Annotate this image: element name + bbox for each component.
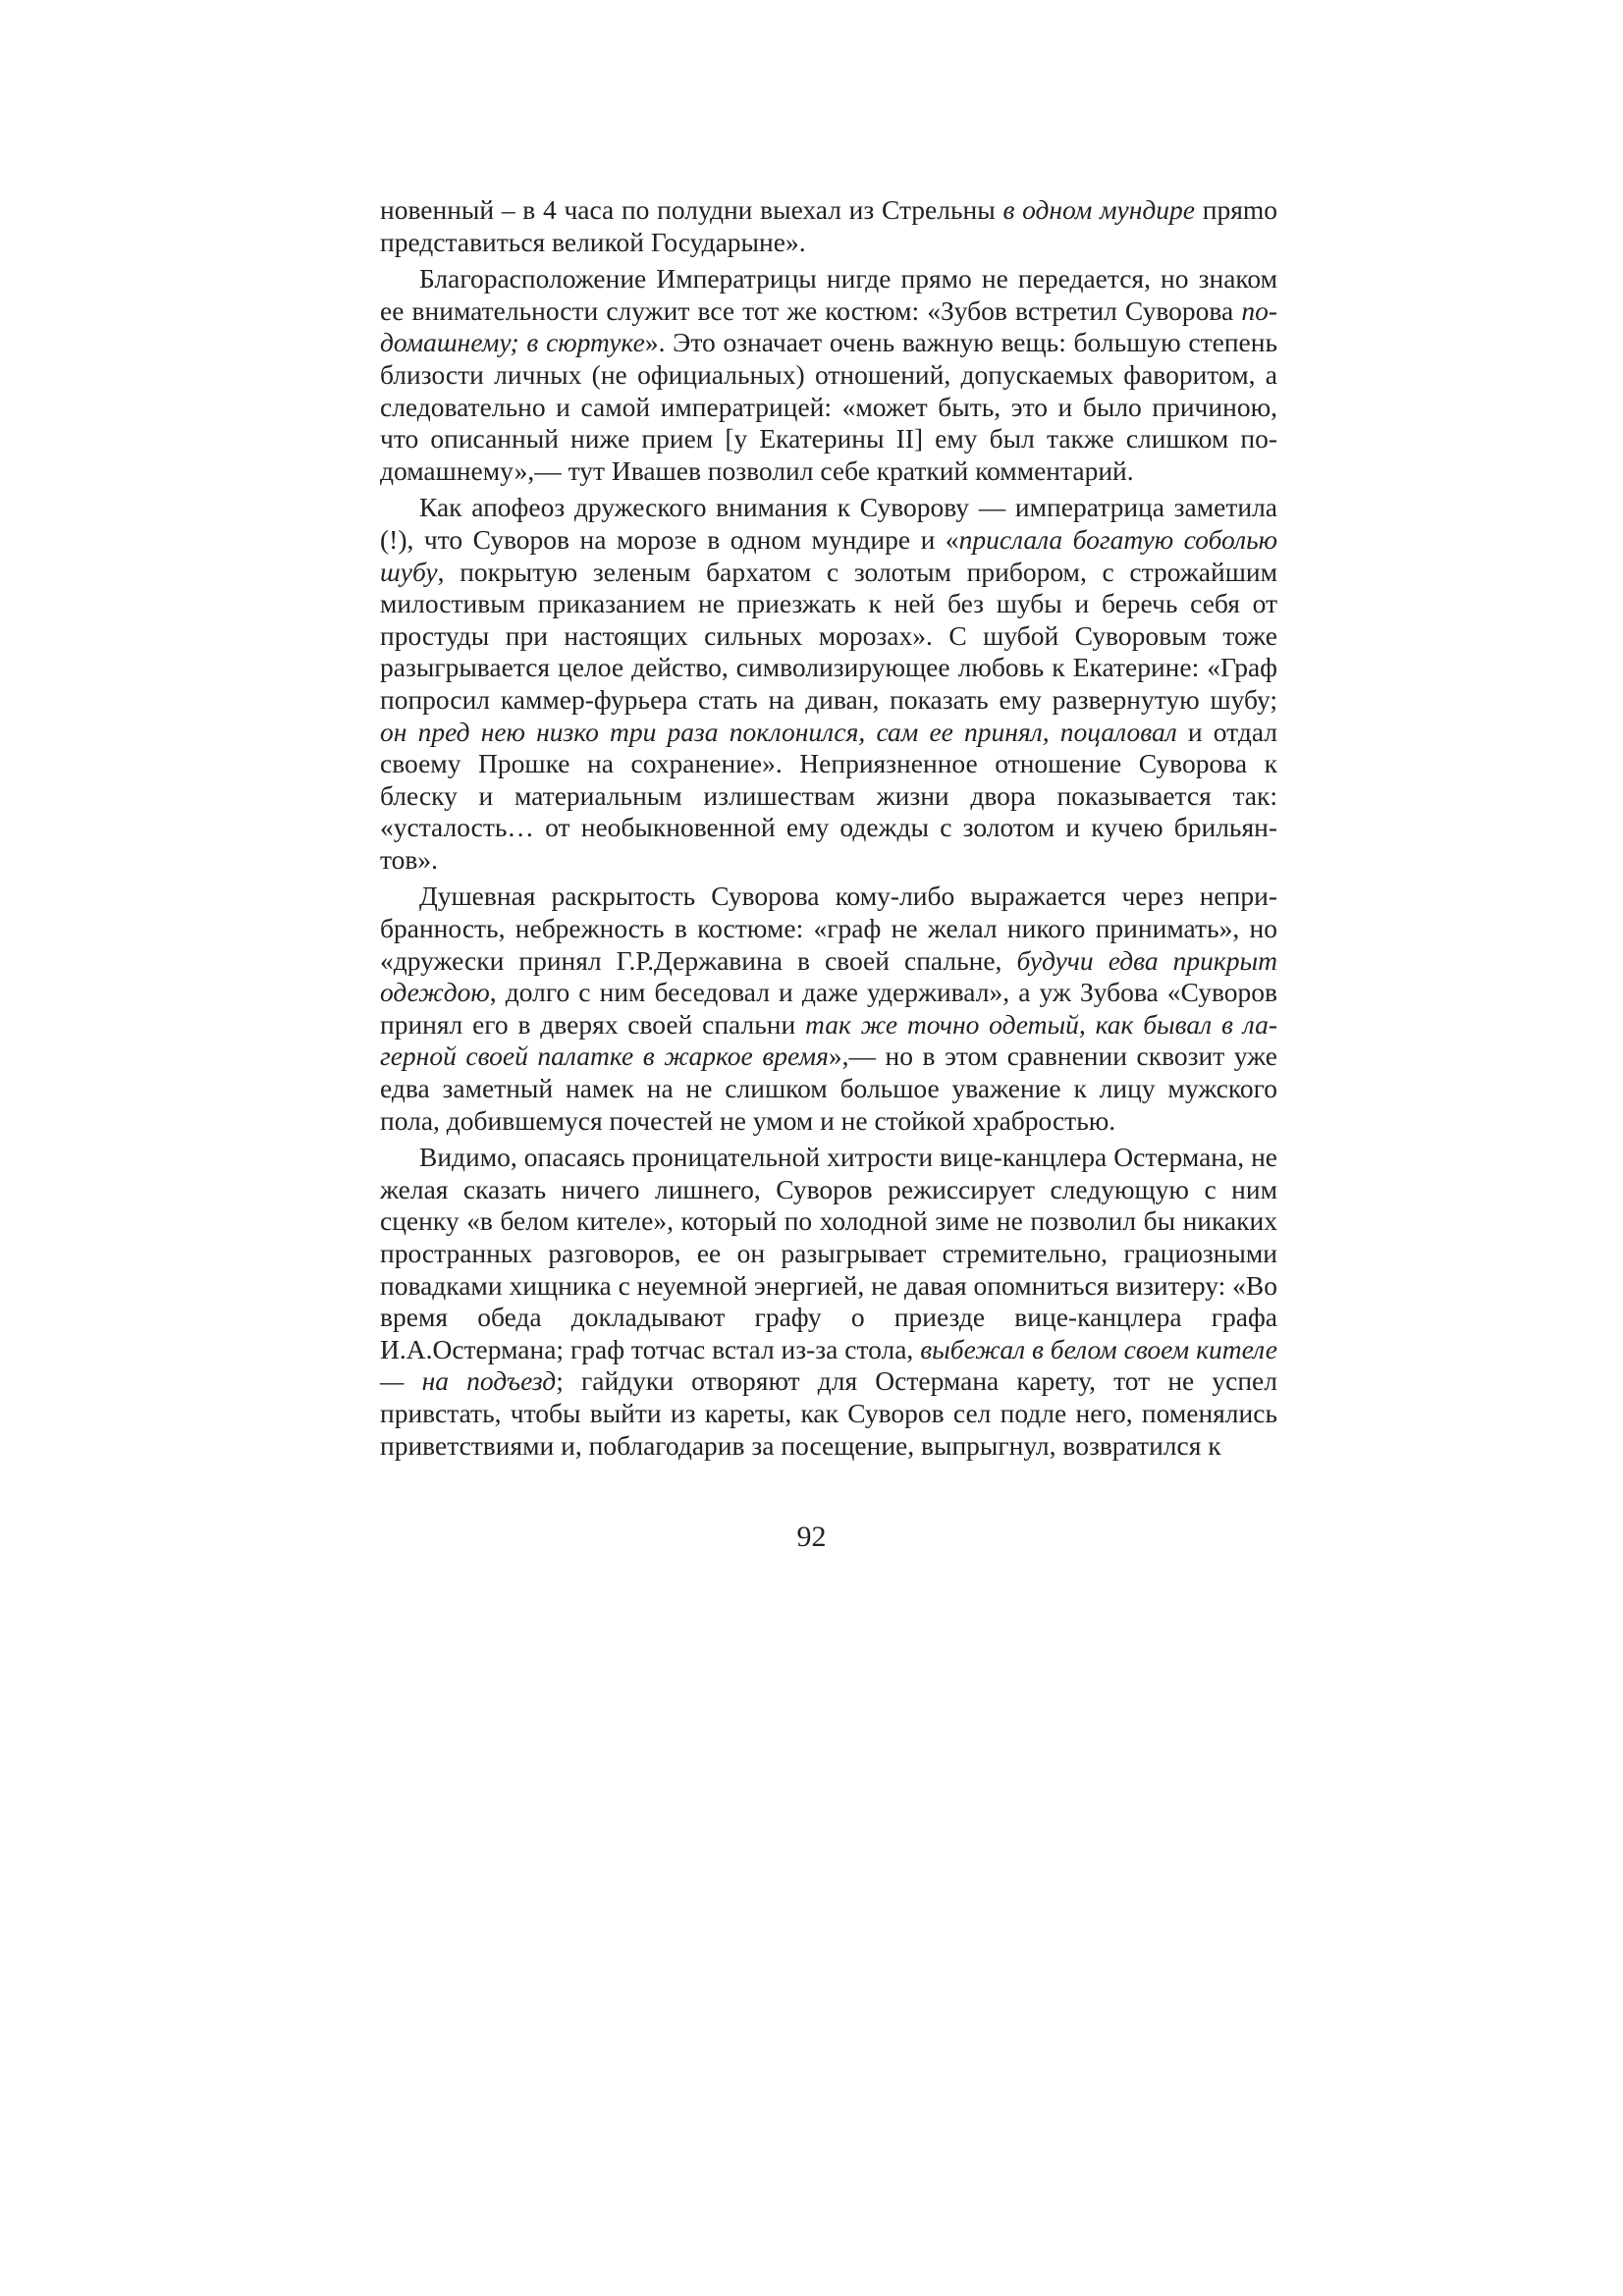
paragraph-3 <box>380 492 1277 876</box>
text-run: пряmo представиться великой Государыне». <box>380 194 1277 257</box>
paragraph-5 <box>380 1142 1277 1462</box>
text-run: , покрытую зеленым бархатом с золотым прибором, с строжайшим милостивым приказанием не приезжать к ней без шубы и беречь себя от простуды при настоящих сильных морозах». С шубой Суворовым тоже разыгрывается целое действо, символизирующее любовь к Екатерине: «Граф попросил каммер-фурьера стать на диван, показать ему развернутую шубу; <box>380 556 1277 715</box>
italic-text-run: он пред нею низко три раза поклонился, сам ее принял, поцаловал <box>380 716 1177 747</box>
italic-text-run: в одном мундире <box>1002 194 1196 225</box>
paragraph-2 <box>380 263 1277 487</box>
text-run: Видимо, опасаясь проницательной хитрости вице-канцлера Остермана, не желая сказать ничего лишнего, Суворов режиссирует следующую с ним сценку «в белом кителе», который по холодной зиме не позволил бы никаких пространных разговоров, ее он разыгрывает стремительно, грациозными повадками хищника с неуемной энергией, не давая опомниться визитеру: «Во время обеда докладывают графу о приезде вице-канцлера графа И.А.Остермана; граф тотчас встал из-за стола, <box>380 1142 1277 1364</box>
text-run: »,— но в этом сравнении сквозит уже едва заметный намек на не слишком большое уважение к лицу мужского пола, добившемуся почестей не умом и не стойкой храбростью. <box>380 1041 1277 1136</box>
italic-text-run: так же точно одетый, как бывал в лагерной своей палатке в жаркое время <box>380 1008 1278 1072</box>
italic-text-run: по-домашнему; в сюртуке <box>380 294 1277 358</box>
italic-text-run: будучи едва прикрыт одеждою <box>380 944 1277 1008</box>
text-run: и отдал своему Прошке на сохранение». Неприязненное отношение Суворова к блеску и материальным излишествам жизни двора показывается так: «усталость… от необыкновенной ему одежды с золотом и кучею брильянтов». <box>380 716 1277 875</box>
text-run: Душевная раскрытость Суворова кому-либо выражается через неприбранность, небрежность в костюме: «граф не желал никого принимать», но «дружески принял Г.Р.Державина в своей спальне, <box>380 881 1277 976</box>
paragraph-1 <box>380 194 1277 258</box>
text-run: , долго с ним беседовал и даже удерживал», а уж Зубова «Суворов принял его в дверях своей спальни <box>380 977 1277 1040</box>
text-run: Благорасположение Императрицы нигде прямо не передается, но знаком ее внимательности служит все тот же костюм: «Зубов встретил Суворова <box>380 263 1277 326</box>
paragraph-4 <box>380 881 1277 1137</box>
text-run: Как апофеоз дружеского внимания к Суворову — императрица заметила (!), что Суворов на морозе в одном мундире и « <box>380 492 1277 555</box>
body-text <box>380 194 1277 1462</box>
text-run: новенный – в 4 часа по полудни выехал из Стрельны <box>380 194 1003 225</box>
italic-text-run: прислала богатую соболью шубу <box>380 523 1277 587</box>
text-run: ». Это означает очень важную вещь: большую степень близости личных (не официальных) отношений, допускаемых фаворитом, а следовательно и самой императрицей: «может быть, это и было причиною, что описанный ниже прием [у Екатерины II] ему был также слишком по-домашнему»,— тут Ивашев позволил себе краткий комментарий. <box>380 327 1277 486</box>
italic-text-run: выбежал в белом своем кителе — на подъезд <box>380 1333 1277 1397</box>
page-number: 92 <box>796 1521 827 1553</box>
text-run: ; гайдуки отворяют для Остермана карету, тот не успел привстать, чтобы выйти из кареты, как Суворов сел подле него, поменялись приветствиями и, поблагодарив за посещение, выпрыгнул, возвратился к <box>380 1365 1277 1461</box>
